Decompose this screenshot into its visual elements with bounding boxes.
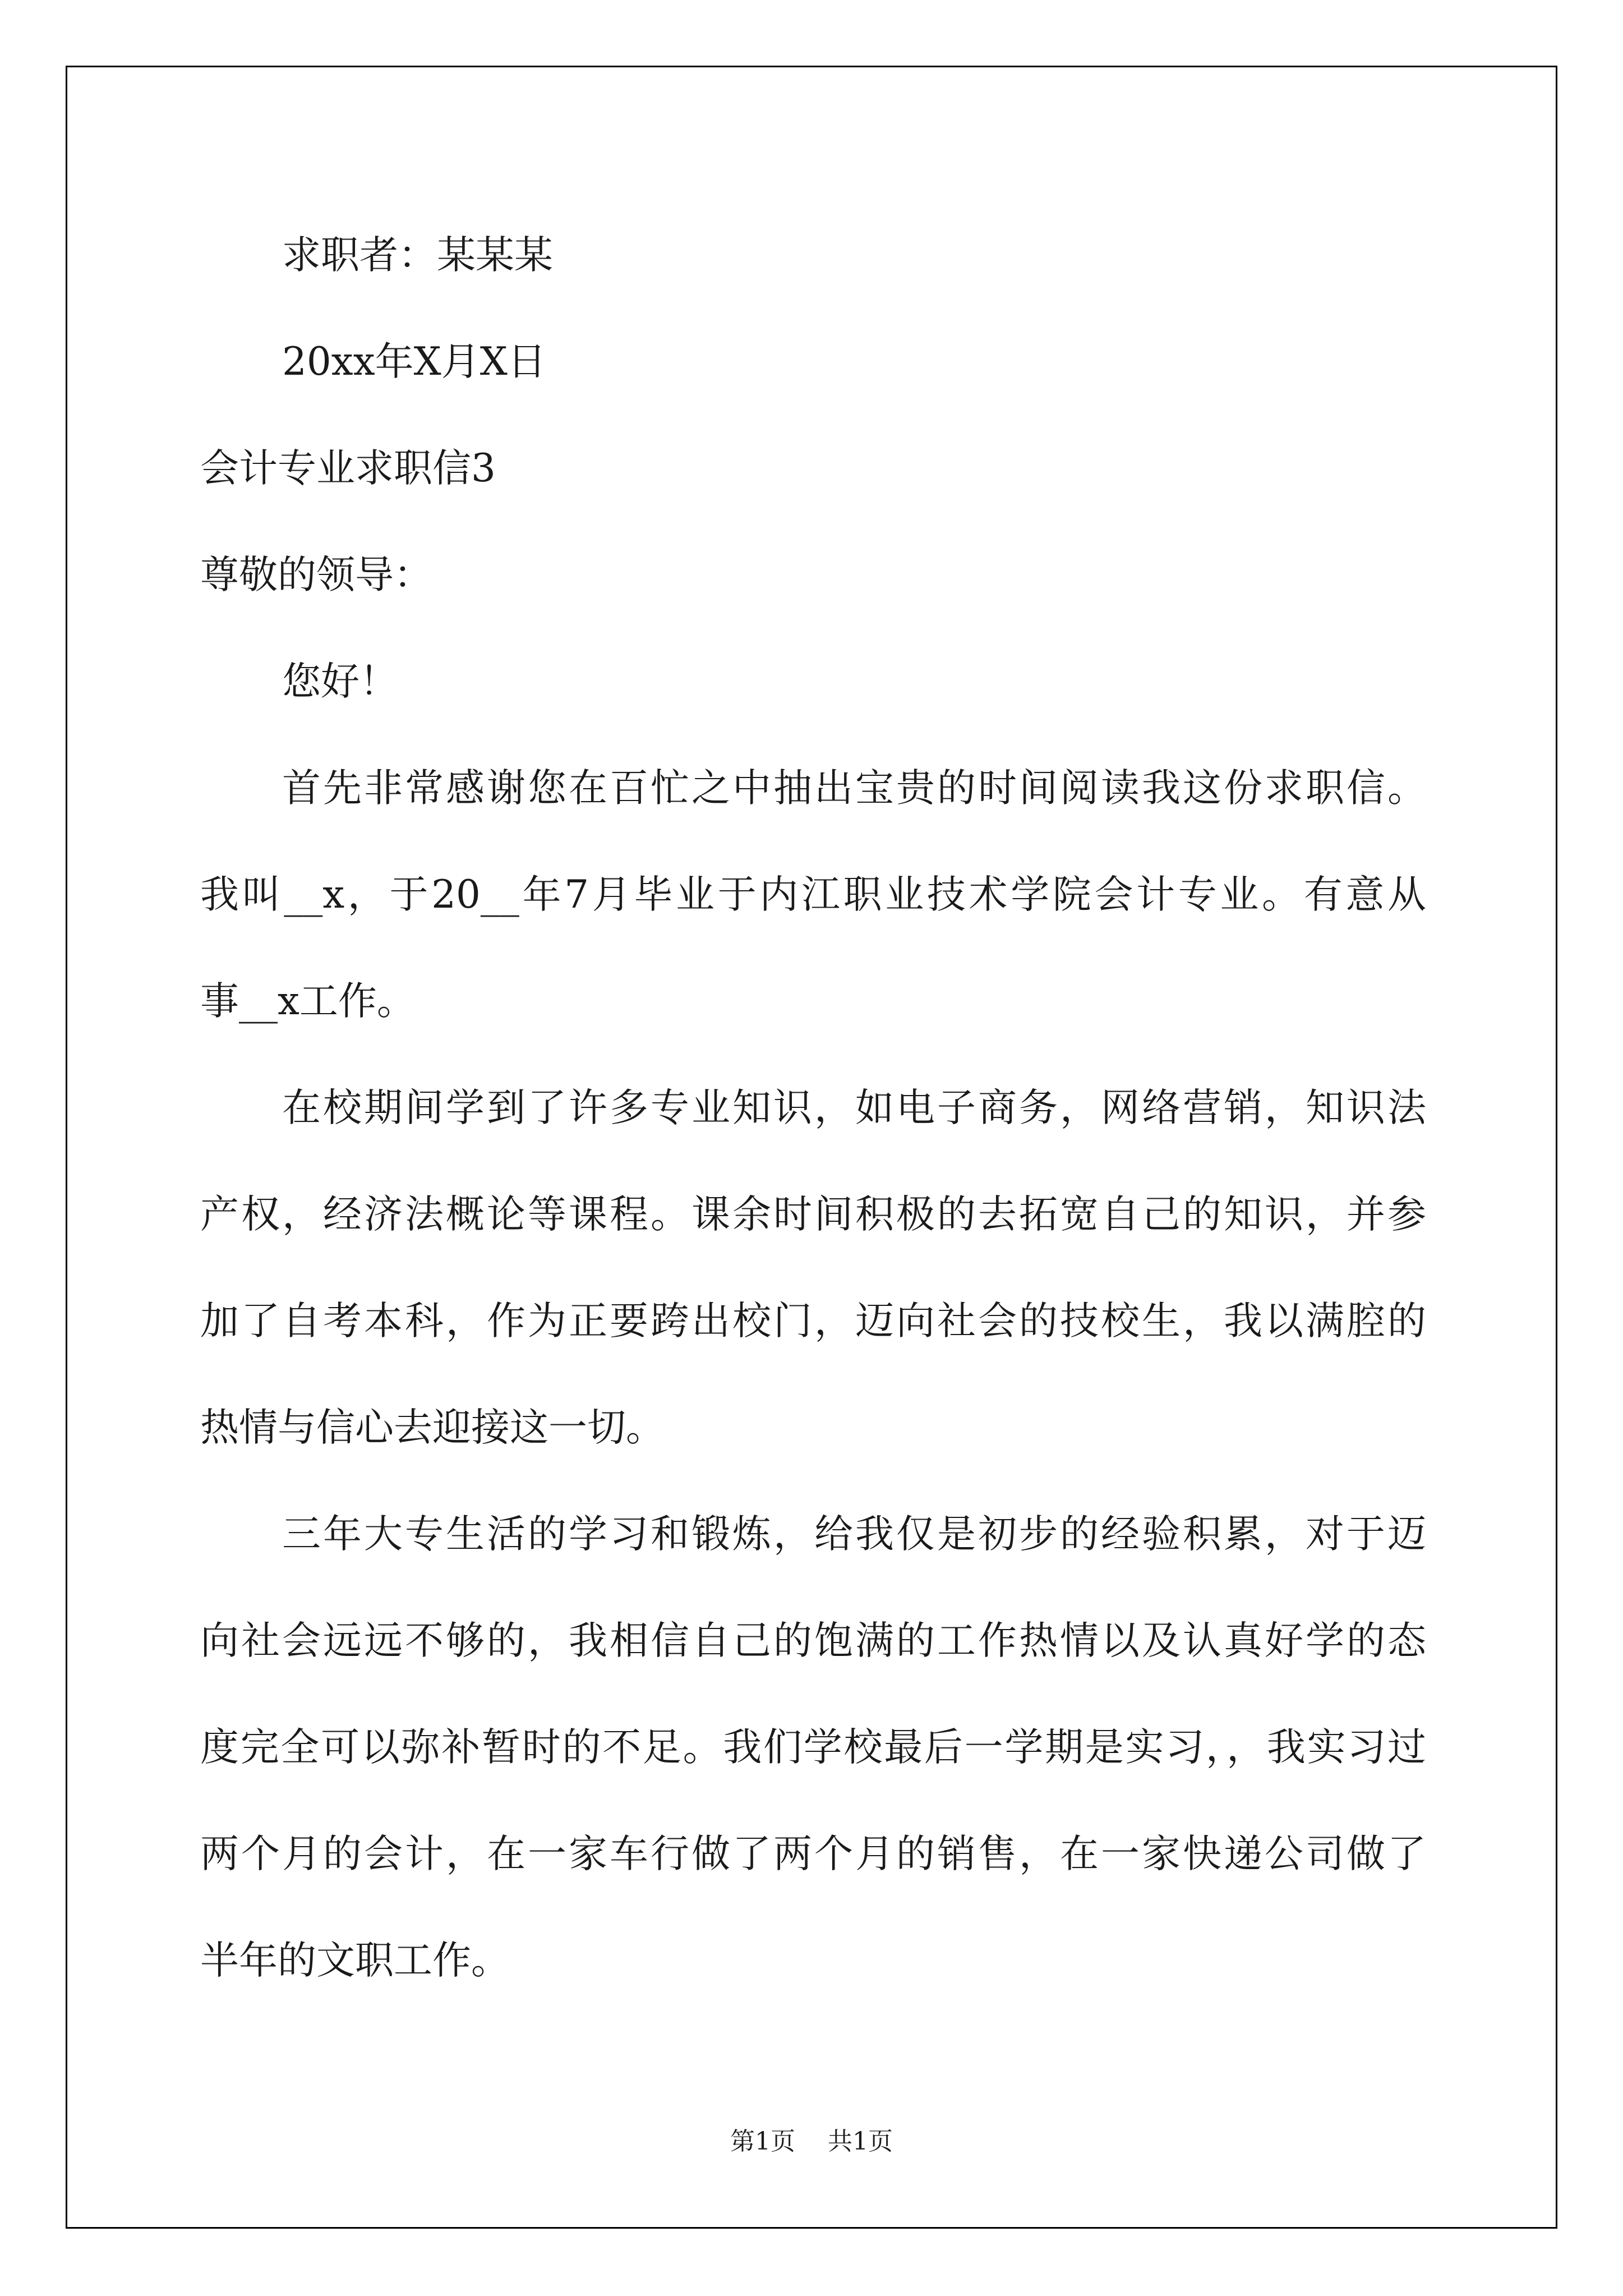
paragraph-line: 加了自考本科，作为正要跨出校门，迈向社会的技校生，我以满腔的 — [200, 1299, 1426, 1343]
paragraph-line: 两个月的会计，在一家车行做了两个月的销售，在一家快递公司做了 — [200, 1832, 1426, 1876]
page-number: 第1页 — [730, 2127, 795, 2156]
paragraph-line: 事__x工作。 — [200, 979, 416, 1024]
paragraph-line: 热情与信心去迎接这一切。 — [200, 1405, 665, 1450]
paragraph-line: 产权，经济法概论等课程。课余时间积极的去拓宽自己的知识，并参 — [200, 1192, 1426, 1237]
paragraph-line: 在校期间学到了许多专业知识，如电子商务，网络营销，知识法 — [282, 1085, 1426, 1130]
letter-title: 会计专业求职信3 — [200, 446, 496, 491]
salutation: 尊敬的领导： — [200, 553, 432, 597]
paragraph-experience — [200, 1481, 1426, 2014]
letter-body — [200, 202, 1426, 2014]
paragraph-line: 三年大专生活的学习和锻炼，给我仅是初步的经验积累，对于迈 — [282, 1512, 1426, 1557]
signature-line: 求职者：某某某 — [282, 233, 553, 278]
paragraph-introduction — [200, 735, 1426, 1055]
greeting: 您好！ — [282, 659, 398, 704]
page-footer — [0, 2125, 1623, 2159]
paragraph-line: 向社会远远不够的，我相信自己的饱满的工作热情以及认真好学的态 — [200, 1618, 1426, 1663]
page-count: 共1页 — [828, 2127, 893, 2156]
paragraph-education — [200, 1055, 1426, 1481]
paragraph-line: 首先非常感谢您在百忙之中抽出宝贵的时间阅读我这份求职信。 — [282, 766, 1426, 811]
date-line: 20xx年X月X日 — [282, 339, 546, 384]
paragraph-line: 我叫__x，于20__年7月毕业于内江职业技术学院会计专业。有意从 — [200, 872, 1426, 917]
paragraph-line: 度完全可以弥补暂时的不足。我们学校最后一学期是实习，，我实习过 — [200, 1725, 1426, 1770]
paragraph-line: 半年的文职工作。 — [200, 1938, 510, 1983]
